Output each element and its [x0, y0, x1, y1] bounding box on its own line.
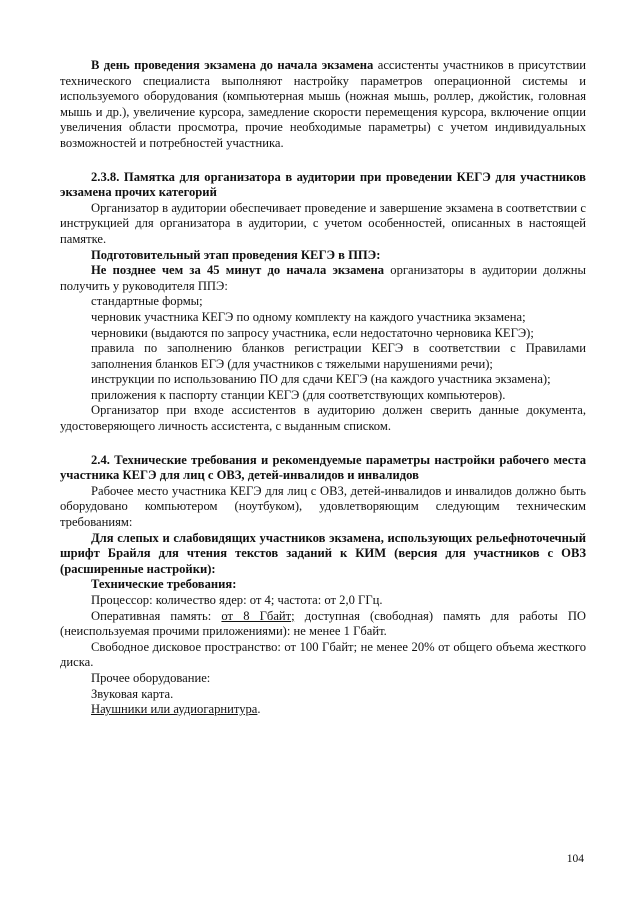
list-item: инструкции по использованию ПО для сдачи КЕГЭ (на каждого участника экзамена); — [91, 372, 551, 387]
cpu-requirement: Процессор: количество ядер: от 4; частота: от 2,0 ГГц. — [91, 593, 383, 607]
exam-day-lead: В день проведения экзамена до начала экзамена — [91, 58, 374, 72]
section-238-intro: Организатор в аудитории обеспечивает проведение и завершение экзамена в соответствии с инструкцией для организатора в аудитории, с учетом особенностей, описанных в настоящей памятке. — [60, 200, 586, 246]
headphones: Наушники или аудиогарнитура. — [91, 702, 261, 717]
list-item: черновик участника КЕГЭ по одному комплекту на каждого участника экзамена; — [91, 309, 526, 324]
list-item: стандартные формы; — [91, 294, 203, 309]
section-24-intro: Рабочее место участника КЕГЭ для лиц с ОВЗ, детей-инвалидов и инвалидов должно быть оборудовано компьютером (ноутбуком), удовлетворяющим следующим техническим требованиям: — [60, 483, 586, 530]
prep-lead-paragraph — [60, 263, 586, 294]
sound-card: Звуковая карта. — [91, 686, 174, 701]
prep-stage-heading: Подготовительный этап проведения КЕГЭ в ППЭ: — [91, 247, 381, 262]
ram-underlined: от 8 Гбайт; — [221, 608, 295, 623]
list-item: правила по заполнению бланков регистрации КЕГЭ в соответствии с Правилами заполнения бланков ЕГЭ (для участников с тяжелыми нарушениями речи); — [91, 341, 586, 371]
other-equipment: Прочее оборудование: — [91, 670, 211, 685]
list-item: черновики (выдаются по запросу участника, если недостаточно черновика КЕГЭ); — [91, 325, 534, 340]
exam-day-paragraph — [60, 58, 586, 152]
tech-requirements-heading: Технические требования: — [91, 577, 237, 592]
section-238-closing: Организатор при входе ассистентов в аудиторию должен сверить данные документа, удостоверяющего личность ассистента, с выданным списком. — [60, 403, 586, 434]
page-content — [60, 58, 586, 718]
exam-day-text: ассистенты участников в присутствии технического специалиста выполняют настройку параметров операционной системы и используемого оборудования (компьютерная мышь (ножная мышь, роллер, джойстик, головная мышь и др.), увеличение курсора, замедление скорости перемещения курсора, включение опции увеличения области просмотра, прочие необходимые параметры) с учетом индивидуальных возможностей и потребностей участника. — [60, 58, 587, 150]
blind-participants-heading: Для слепых и слабовидящих участников экзамена, использующих рельефноточечный шрифт Брайля для чтения текстов заданий к КИМ (версия для участников с ОВЗ (расширенные настройки): — [60, 530, 586, 576]
page-number: 104 — [566, 853, 584, 865]
section-24-heading: 2.4. Технические требования и рекомендуемые параметры настройки рабочего места участника КЕГЭ для лиц с ОВЗ, детей-инвалидов и инвалидов — [60, 452, 586, 483]
list-item: приложения к паспорту станции КЕГЭ (для соответствующих компьютеров). — [91, 387, 506, 402]
prep-lead-bold: Не позднее чем за 45 минут до начала экзамена — [91, 263, 385, 278]
section-238-heading: 2.3.8. Памятка для организатора в аудитории при проведении КЕГЭ для участников экзамена прочих категорий — [60, 169, 586, 200]
disk-requirement: Свободное дисковое пространство: от 100 Гбайт; не менее 20% от общего объема жесткого диска. — [60, 639, 586, 670]
ram-requirement: Оперативная память: от 8 Гбайт; доступная (свободная) память для работы ПО (неиспользуемая прочими приложениями): не менее 1 Гбайт. — [60, 608, 587, 639]
prep-lead-text: организаторы в аудитории должны получить у руководителя ППЭ: — [60, 263, 586, 293]
